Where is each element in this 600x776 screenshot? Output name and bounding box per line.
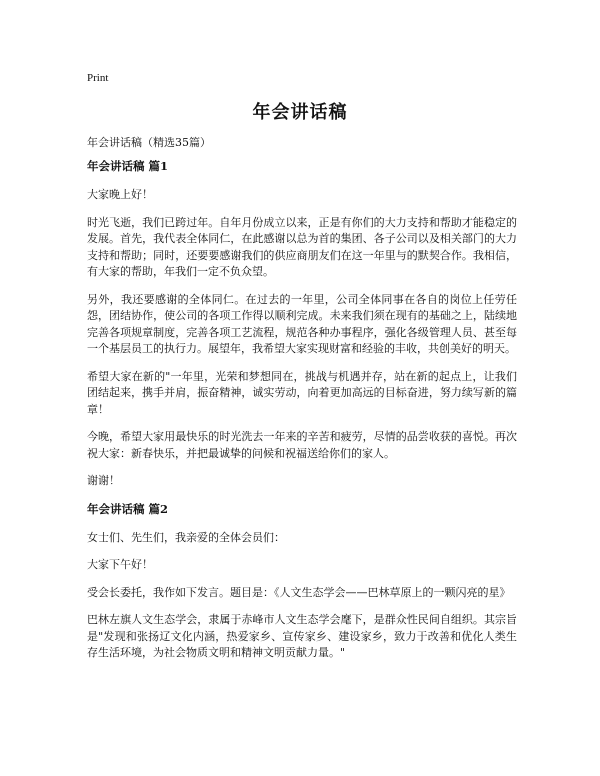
paragraph: 另外，我还要感谢的全体同仁。在过去的一年里，公司全体同事在各自的岗位上任劳任怨，团结协作，使公司的各项工作得以顺利完成。未来我们须在现有的基础之上，陆续地完善各项规章制度，完善各项工艺流程，规范各种办事程序，强化各级管理人员、甚至每一个基层员工的执行力。展望年，我希望大家实现财富和经验的丰收，共创美好的明天。	[87, 292, 517, 355]
paragraph: 今晚，希望大家用最快乐的时光洗去一年来的辛苦和疲劳，尽情的品尝收获的喜悦。再次祝大家：新春快乐，并把最诚挚的问候和祝福送给你们的家人。	[87, 430, 517, 460]
paragraph: 希望大家在新的"一年里，光荣和梦想同在，挑战与机遇并存，站在新的起点上，让我们团结起来，携手并肩，振奋精神，诚实劳动，向着更加高远的目标奋进，努力续写新的篇章！	[87, 369, 517, 416]
paragraph: 大家下午好！	[87, 558, 153, 571]
section-heading: 年会讲话稿 篇2	[87, 501, 169, 516]
section-2	[87, 501, 517, 662]
section-heading: 年会讲话稿 篇1	[87, 159, 169, 173]
paragraph: 大家晚上好！	[87, 188, 153, 201]
document-body	[87, 158, 517, 673]
section-1	[87, 158, 517, 490]
paragraph: 女士们、先生们，我亲爱的全体会员们：	[87, 530, 285, 544]
document-subtitle: 年会讲话稿（精选35篇）	[87, 136, 211, 149]
paragraph: 时光飞逝，我们已跨过年。自年月份成立以来，正是有你们的大力支持和帮助才能稳定的发展。首先，我代表全体同仁，在此感谢以总为首的集团、各子公司以及相关部门的大力支持和帮助；同时，还要要感谢我们的供应商朋友们在这一年里与的默契合作。我相信，有大家的帮助，年我们一定不负众望。	[87, 215, 517, 278]
page-title: 年会讲话稿	[252, 102, 348, 123]
paragraph: 受会长委托，我作如下发言。题目是：《人文生态学会——巴林草原上的一颗闪亮的星》	[87, 585, 511, 599]
paragraph: 巴林左旗人文生态学会，隶属于赤峰市人文生态学会麾下，是群众性民间自组织。其宗旨是"发现和张扬辽文化内涵，热爱家乡、宣传家乡、建设家乡，致力于改善和优化人类生存生活环境，为社会物质文明和精神文明贡献力量。"	[87, 613, 517, 659]
paragraph: 谢谢！	[87, 474, 120, 487]
print-label[interactable]: Print	[87, 72, 109, 84]
